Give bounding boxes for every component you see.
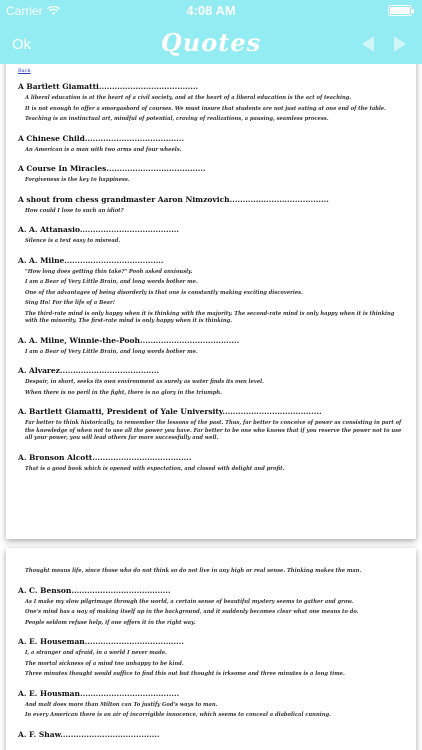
ok-button[interactable]: Ok (12, 36, 32, 53)
author-name: A. Alvarez...................................... (18, 366, 160, 375)
author-name: A shout from chess grandmaster Aaron Nimzovich...................................... (18, 194, 329, 204)
quote-text: Three minutes thought would suffice to find this out but thought is irksome and three minutes is a long time. (25, 671, 345, 677)
author-name: A. Bartlett Giamatti, President of Yale University...................................... (18, 407, 322, 416)
quote-text: Teaching is an instinctual art, mindful of potential, craving of realizations, a pausing, seamless process. (25, 116, 329, 122)
author-name: A Course In Miracles...................................... (18, 164, 206, 173)
quote-text: I, a stranger and afraid, in a world I never made. (25, 650, 167, 656)
quote-text: The mortal sickness of a mind too unhappy to be kind. (25, 660, 184, 667)
quote-text: Thought means life, since those who do not think so do not live in any high or real sense. Thinking makes the man. (25, 568, 362, 574)
quote-text: Silence is a text easy to misread. (25, 238, 121, 244)
page-title: Quotes (160, 28, 262, 57)
quote-entry (18, 586, 402, 628)
quote-entry (18, 134, 402, 155)
quote-entry (18, 164, 402, 185)
navigation-bar (0, 0, 422, 64)
author-name: A Chinese Child...................................... (18, 133, 185, 143)
quote-text: How could I lose to such an idiot? (25, 207, 124, 214)
document-page-2 (6, 548, 416, 750)
author-name: A Bartlett Giamatti...................................... (18, 82, 199, 91)
quote-text: One's mind has a way of making itself up in the background, and it suddenly becomes clear what one means to do. (25, 609, 359, 615)
quote-entry (18, 256, 402, 326)
author-name: A. A. Attanasio...................................... (18, 225, 180, 234)
quote-list (18, 586, 402, 739)
quote-text: It is not enough to offer a smorgasbord of courses. We must insure that students are not just eating at one end of the table. (25, 105, 386, 112)
quote-text: The third-rate mind is only happy when it is thinking with the majority. The second-rate mind is only happy when it is thinking with the minority. The first-rate mind is only happy when it is thinking. (25, 310, 395, 324)
battery-icon (388, 5, 412, 16)
document-page-1 (6, 64, 416, 539)
quote-entry (18, 637, 402, 679)
quote-text: A liberal education is at the heart of a civil society, and at the heart of a liberal education is the act of teaching. (25, 95, 352, 101)
quote-text: People seldom refuse help, if one offers it in the right way. (25, 619, 196, 626)
author-name: A. A. Milne...................................... (18, 255, 164, 265)
quote-text: As I make my slow pilgrimage through the world, a certain sense of beautiful mystery seems to gather and grow. (25, 598, 354, 605)
author-name: A. A. Milne, Winnie-the-Pooh...................................... (18, 335, 240, 345)
quote-text: Forgiveness is the key to happiness. (25, 177, 130, 183)
next-arrow-icon[interactable] (394, 36, 406, 52)
author-name: A. F. Shaw...................................... (18, 729, 160, 739)
author-name: A. E. Housman...................................... (18, 688, 180, 698)
previous-arrow-icon[interactable] (362, 36, 374, 52)
quote-entry (18, 82, 402, 124)
quote-entry (18, 336, 402, 357)
quote-entry (18, 689, 402, 720)
carrier-label: Carrier (6, 4, 43, 18)
quote-entry (18, 730, 402, 739)
quote-entry (18, 225, 402, 246)
quote-entry (18, 407, 402, 443)
quote-entry (18, 453, 402, 474)
status-time: 4:08 AM (186, 3, 236, 18)
back-link[interactable]: Back (18, 68, 31, 74)
quotes-document-viewer[interactable] (0, 64, 422, 750)
author-name: A. C. Benson...................................... (18, 585, 171, 595)
quote-text: That is a good book which is opened with expectation, and closed with delight and profit. (25, 465, 285, 472)
quote-text: In every American there is an air of incorrigible innocence, which seems to conceal a diabolical cunning. (25, 712, 331, 718)
quote-list (18, 82, 402, 473)
quote-text: I am a Bear of Very Little Brain, and long words bother me. (25, 348, 198, 355)
status-bar (0, 0, 422, 20)
author-name: A. E. Houseman...................................... (18, 637, 184, 646)
quote-text: And malt does more than Milton can To justify God's ways to man. (25, 701, 218, 708)
quote-text: When there is no peril in the fight, there is no glory in the triumph. (25, 389, 222, 396)
quote-text: I am a Bear of Very Little Brain, and long words bother me. (25, 279, 198, 285)
author-name: A. Bronson Alcott...................................... (18, 452, 192, 462)
quote-text: Far better to think historically, to remember the lessons of the past. Thus, far better to conceive of power as consisting in part of the knowledge of when not to use all the power you have. Far better to be one who knows that if you reserve the power not to use all your power, you will lead others far more successfully and well. (25, 420, 402, 441)
quote-text: Sing Ho! For the life of a Bear! (25, 300, 116, 306)
quote-text: "How long does getting thin take?" Pooh asked anxiously. (25, 268, 193, 275)
quote-text: Despair, in short, seeks its own environment as surely as water finds its own level. (25, 379, 264, 385)
quote-text: An American is a man with two arms and four wheels. (25, 146, 182, 153)
quote-entry (18, 366, 402, 397)
quote-text: One of the advantages of being disorderly is that one is constantly making exciting discoveries. (25, 289, 303, 296)
quote-entry (18, 195, 402, 216)
